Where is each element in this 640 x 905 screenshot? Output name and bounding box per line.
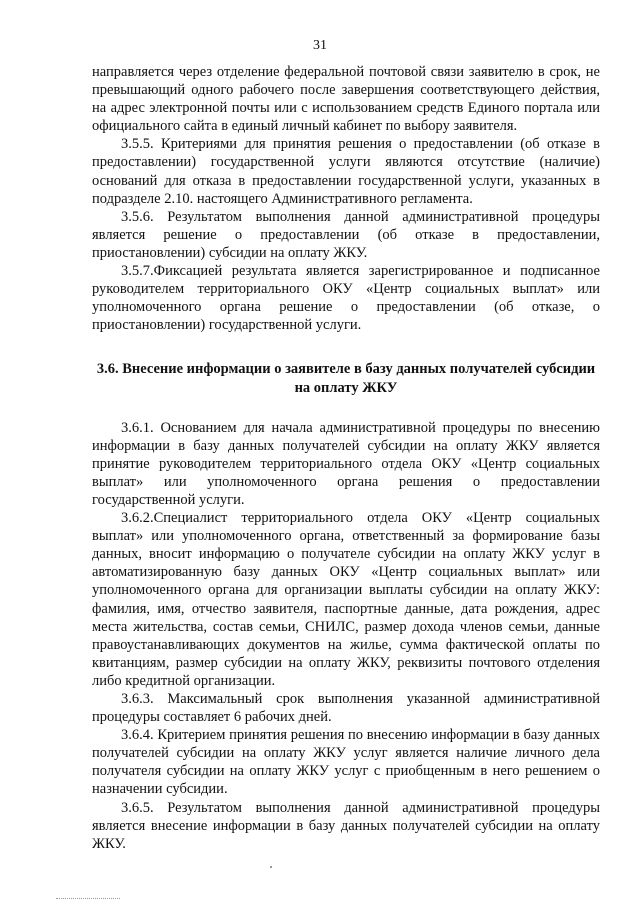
- paragraph-3-6-2: 3.6.2.Специалист территориального отдела ОКУ «Центр социальных выплат» или уполномоченного органа, ответственный за формирование базы данных, вносит информацию о получателе субсидии на оплату ЖКУ услуг в автоматизированную базу данных ОКУ «Центр социальных выплат» или уполномоченного органа для организации выплаты субсидии на оплату ЖКУ: фамилия, имя, отчество заявителя, паспортные данные, дата рождения, адрес места жительства, состав семьи, СНИЛС, размер дохода членов семьи, данные правоустанавливающих документов на жилье, сумма фактической оплаты по квитанциям, размер субсидии на оплату ЖКУ, реквизиты почтового отделения либо кредитной организации.: [92, 510, 600, 689]
- paragraph-3-6-4: 3.6.4. Критерием принятия решения по внесению информации в базу данных получателей субсидии на оплату ЖКУ услуг является наличие личного дела получателя субсидии на оплату ЖКУ услуг с приобщенным в него решением о назначении субсидии.: [92, 727, 600, 798]
- page-number: 31: [313, 38, 327, 53]
- paragraph-3-6-1: 3.6.1. Основанием для начала административной процедуры по внесению информации в базу данных получателей субсидии на оплату ЖКУ является принятие руководителем территориального отдела ОКУ «Центр социальных выплат» или уполномоченного органа решения о предоставлении государственной услуги.: [92, 419, 600, 508]
- paragraph-3-5-7: 3.5.7.Фиксацией результата является зарегистрированное и подписанное руководителем территориального ОКУ «Центр социальных выплат» или уполномоченного органа решение о предоставлении (об отказе, о приостановлении) государственной услуги.: [92, 263, 600, 334]
- document-body: [92, 63, 600, 853]
- section-heading-3-6: 3.6. Внесение информации о заявителе в базу данных получателей субсидии на оплату ЖКУ: [96, 361, 596, 396]
- paragraph-3-5-5: 3.5.5. Критериями для принятия решения о предоставлении (об отказе в предоставлении) государственной услуги являются отсутствие (наличие) оснований для отказа в предоставлении государственной услуги, указанных в подразделе 2.10. настоящего Административного регламента.: [92, 136, 600, 207]
- paragraph-continuation: направляется через отделение федеральной почтовой связи заявителю в срок, не превышающий одного рабочего после завершения соответствующего действия, на адрес электронной почты или с использованием средств Единого портала или официального сайта в единый личный кабинет по выбору заявителя.: [92, 64, 600, 135]
- paragraph-3-6-5: 3.6.5. Результатом выполнения данной административной процедуры является внесение информации в базу данных получателей субсидии на оплату ЖКУ.: [92, 799, 600, 852]
- scan-speck: [270, 866, 272, 868]
- paragraph-3-6-3: 3.6.3. Максимальный срок выполнения указанной административной процедуры составляет 6 рабочих дней.: [92, 691, 600, 726]
- footer-dotted-line: [56, 898, 120, 899]
- paragraph-3-5-6: 3.5.6. Результатом выполнения данной административной процедуры является решение о предоставлении (об отказе в предоставлении, приостановлении) субсидии на оплату ЖКУ.: [92, 208, 600, 261]
